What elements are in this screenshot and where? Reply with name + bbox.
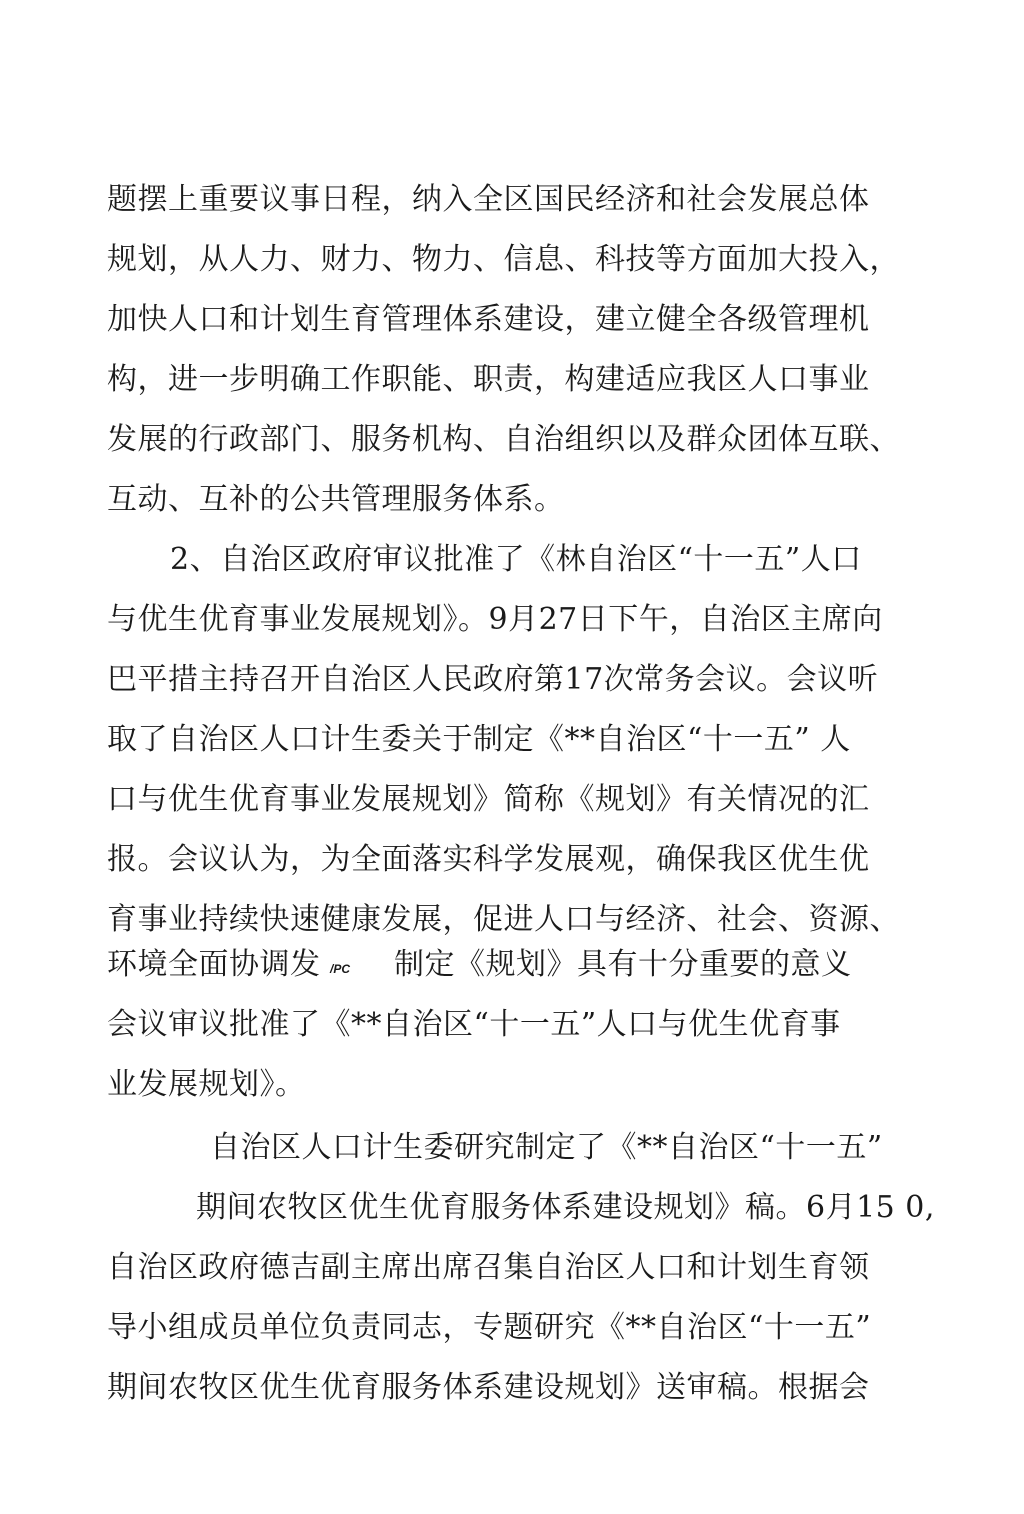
text-line: 自治区人口计生委研究制定了《**自治区“十一五”: [210, 1130, 883, 1165]
text-line: 与优生优育事业发展规划》。9月27日下午，自治区主席向: [107, 602, 883, 637]
text-line: 导小组成员单位负责同志，专题研究《**自治区“十一五”: [107, 1310, 872, 1345]
text-line: 加快人口和计划生育管理体系建设，建立健全各级管理机: [107, 302, 870, 337]
text-line: 制定《规划》具有十分重要的意义: [394, 947, 852, 982]
text-line: 规划，从人力、财力、物力、信息、科技等方面加大投入，: [107, 242, 900, 277]
text-line: 会议审议批准了《**自治区“十一五”人口与优生优育事: [107, 1007, 841, 1042]
text-line: 取了自治区人口计生委关于制定《**自治区“十一五” 人: [107, 722, 851, 757]
text-line: 自治区政府德吉副主席出席召集自治区人口和计划生育领: [107, 1250, 870, 1285]
text-line: 期间农牧区优生优育服务体系建设规划》稿。6月15 0,: [196, 1190, 935, 1225]
scan-mark: /PC: [330, 962, 351, 976]
text-line: 期间农牧区优生优育服务体系建设规划》送审稿。根据会: [107, 1370, 870, 1405]
text-line: 环境全面协调发: [107, 947, 321, 982]
text-line: 口与优生优育事业发展规划》简称《规划》有关情况的汇: [107, 782, 870, 817]
text-line: 构，进一步明确工作职能、职责，构建适应我区人口事业: [107, 362, 870, 397]
text-line: 巴平措主持召开自治区人民政府第17次常务会议。会议听: [107, 662, 879, 697]
text-line: 互动、互补的公共管理服务体系。: [107, 482, 565, 517]
text-line: 2、自治区政府审议批准了《林自治区“十一五”人口: [170, 542, 862, 577]
text-line: 育事业持续快速健康发展，促进人口与经济、社会、资源、: [107, 902, 900, 937]
text-line: 发展的行政部门、服务机构、自治组织以及群众团体互联、: [107, 422, 900, 457]
text-line: 业发展规划》。: [107, 1067, 306, 1102]
text-line: 题摆上重要议事日程，纳入全区国民经济和社会发展总体: [107, 182, 870, 217]
text-line: 报。会议认为，为全面落实科学发展观，确保我区优生优: [107, 842, 870, 877]
